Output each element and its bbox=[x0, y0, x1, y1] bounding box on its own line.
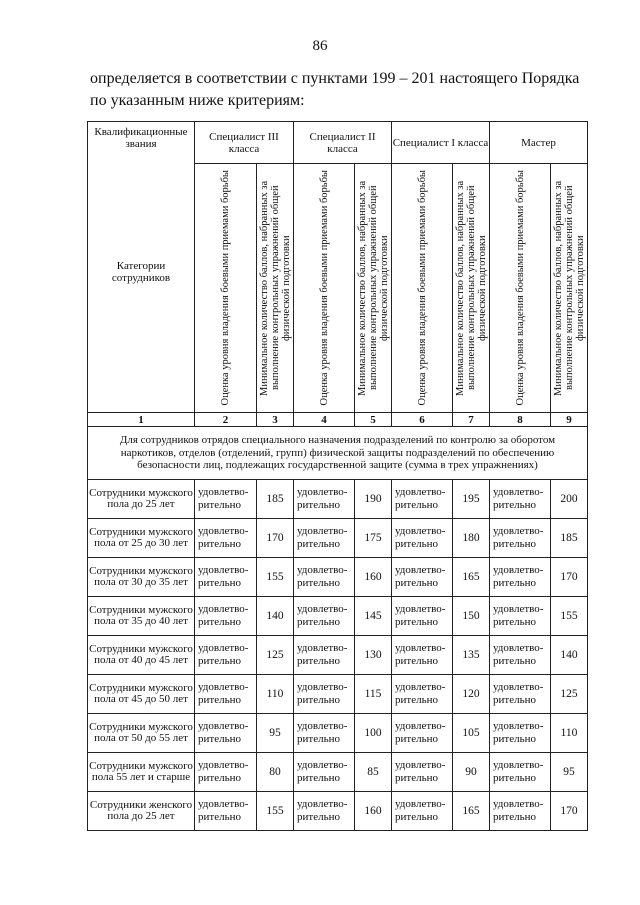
table-row bbox=[88, 636, 588, 675]
sub-header-points: Минимальное количество баллов, набранных за выполнение контрольных упражнений общей физической подготовки bbox=[453, 164, 490, 413]
score-cell: 120 bbox=[453, 675, 490, 714]
grade-cell: удовлетво-рительно bbox=[392, 714, 453, 753]
score-cell: 165 bbox=[453, 558, 490, 597]
header-qualification-label: Квалификационные звания bbox=[94, 126, 188, 150]
table-row bbox=[88, 558, 588, 597]
table-row bbox=[88, 675, 588, 714]
grade-cell: удовлетво-рительно bbox=[490, 714, 551, 753]
row-category: Сотрудники мужского пола от 30 до 35 лет bbox=[88, 558, 195, 597]
column-number: 8 bbox=[490, 413, 551, 427]
header-corner bbox=[88, 122, 195, 413]
score-cell: 200 bbox=[551, 480, 588, 519]
score-cell: 105 bbox=[453, 714, 490, 753]
score-cell: 160 bbox=[355, 558, 392, 597]
row-category: Сотрудники мужского пола от 50 до 55 лет bbox=[88, 714, 195, 753]
score-cell: 125 bbox=[551, 675, 588, 714]
row-category: Сотрудники мужского пола от 45 до 50 лет bbox=[88, 675, 195, 714]
grade-cell: удовлетво-рительно bbox=[490, 675, 551, 714]
score-cell: 160 bbox=[355, 792, 392, 831]
score-cell: 175 bbox=[355, 519, 392, 558]
sub-header-combat: Оценка уровня владения боевыми приемами борьбы bbox=[392, 164, 453, 413]
sub-header-combat: Оценка уровня владения боевыми приемами борьбы bbox=[195, 164, 257, 413]
score-cell: 110 bbox=[257, 675, 294, 714]
column-number: 9 bbox=[551, 413, 588, 427]
score-cell: 140 bbox=[551, 636, 588, 675]
grade-cell: удовлетво-рительно bbox=[294, 597, 355, 636]
score-cell: 170 bbox=[551, 558, 588, 597]
score-cell: 170 bbox=[257, 519, 294, 558]
sub-header-points: Минимальное количество баллов, набранных за выполнение контрольных упражнений общей физической подготовки bbox=[355, 164, 392, 413]
score-cell: 165 bbox=[453, 792, 490, 831]
column-number: 7 bbox=[453, 413, 490, 427]
score-cell: 110 bbox=[551, 714, 588, 753]
grade-cell: удовлетво-рительно bbox=[490, 480, 551, 519]
grade-cell: удовлетво-рительно bbox=[294, 714, 355, 753]
column-number: 6 bbox=[392, 413, 453, 427]
score-cell: 125 bbox=[257, 636, 294, 675]
page-number: 86 bbox=[312, 38, 328, 54]
grade-cell: удовлетво-рительно bbox=[490, 753, 551, 792]
score-cell: 155 bbox=[257, 558, 294, 597]
sub-header-points: Минимальное количество баллов, набранных за выполнение контрольных упражнений общей физической подготовки bbox=[551, 164, 588, 413]
table-row bbox=[88, 714, 588, 753]
score-cell: 185 bbox=[257, 480, 294, 519]
grade-cell: удовлетво-рительно bbox=[490, 792, 551, 831]
rank-header: Специалист III класса bbox=[195, 122, 294, 164]
sub-header-combat: Оценка уровня владения боевыми приемами борьбы bbox=[294, 164, 355, 413]
grade-cell: удовлетво-рительно bbox=[195, 480, 257, 519]
column-number: 2 bbox=[195, 413, 257, 427]
score-cell: 195 bbox=[453, 480, 490, 519]
grade-cell: удовлетво-рительно bbox=[294, 480, 355, 519]
sub-header-combat: Оценка уровня владения боевыми приемами борьбы bbox=[490, 164, 551, 413]
table-row bbox=[88, 597, 588, 636]
sub-header-points: Минимальное количество баллов, набранных за выполнение контрольных упражнений общей физической подготовки bbox=[257, 164, 294, 413]
grade-cell: удовлетво-рительно bbox=[490, 558, 551, 597]
score-cell: 155 bbox=[257, 792, 294, 831]
score-cell: 140 bbox=[257, 597, 294, 636]
grade-cell: удовлетво-рительно bbox=[195, 597, 257, 636]
row-category: Сотрудники мужского пола 55 лет и старше bbox=[88, 753, 195, 792]
score-cell: 85 bbox=[355, 753, 392, 792]
grade-cell: удовлетво-рительно bbox=[294, 753, 355, 792]
row-category: Сотрудники мужского пола от 40 до 45 лет bbox=[88, 636, 195, 675]
score-cell: 180 bbox=[453, 519, 490, 558]
grade-cell: удовлетво-рительно bbox=[392, 558, 453, 597]
grade-cell: удовлетво-рительно bbox=[294, 675, 355, 714]
row-category: Сотрудники мужского пола от 35 до 40 лет bbox=[88, 597, 195, 636]
score-cell: 115 bbox=[355, 675, 392, 714]
grade-cell: удовлетво-рительно bbox=[294, 792, 355, 831]
grade-cell: удовлетво-рительно bbox=[490, 597, 551, 636]
grade-cell: удовлетво-рительно bbox=[195, 675, 257, 714]
score-cell: 95 bbox=[551, 753, 588, 792]
grade-cell: удовлетво-рительно bbox=[195, 519, 257, 558]
table-row bbox=[88, 792, 588, 831]
grade-cell: удовлетво-рительно bbox=[392, 597, 453, 636]
score-cell: 155 bbox=[551, 597, 588, 636]
score-cell: 150 bbox=[453, 597, 490, 636]
table-row bbox=[88, 519, 588, 558]
grade-cell: удовлетво-рительно bbox=[392, 519, 453, 558]
grade-cell: удовлетво-рительно bbox=[490, 519, 551, 558]
grade-cell: удовлетво-рительно bbox=[490, 636, 551, 675]
score-cell: 90 bbox=[453, 753, 490, 792]
grade-cell: удовлетво-рительно bbox=[195, 636, 257, 675]
column-number: 5 bbox=[355, 413, 392, 427]
section-header: Для сотрудников отрядов специального назначения подразделений по контролю за оборотом наркотиков, отделов (отделений, групп) физической защиты подразделений по обеспечению безопасности лиц, подлежащих государственной защите (сумма в трех упражнениях) bbox=[88, 427, 588, 480]
score-cell: 185 bbox=[551, 519, 588, 558]
row-category: Сотрудники женского пола до 25 лет bbox=[88, 792, 195, 831]
intro-text: определяется в соответствии с пунктами 199 – 201 настоящего Порядка по указанным ниже критериям: bbox=[90, 70, 580, 109]
grade-cell: удовлетво-рительно bbox=[195, 714, 257, 753]
rank-header: Специалист II класса bbox=[294, 122, 392, 164]
header-category-label: Категории сотрудников bbox=[111, 260, 171, 284]
grade-cell: удовлетво-рительно bbox=[392, 636, 453, 675]
table-row bbox=[88, 753, 588, 792]
grade-cell: удовлетво-рительно bbox=[195, 753, 257, 792]
rank-header: Мастер bbox=[490, 122, 588, 164]
column-number: 4 bbox=[294, 413, 355, 427]
grade-cell: удовлетво-рительно bbox=[294, 519, 355, 558]
score-cell: 130 bbox=[355, 636, 392, 675]
table-row bbox=[88, 480, 588, 519]
grade-cell: удовлетво-рительно bbox=[392, 753, 453, 792]
column-number: 1 bbox=[88, 413, 195, 427]
grade-cell: удовлетво-рительно bbox=[294, 636, 355, 675]
column-number: 3 bbox=[257, 413, 294, 427]
score-cell: 190 bbox=[355, 480, 392, 519]
score-cell: 145 bbox=[355, 597, 392, 636]
grade-cell: удовлетво-рительно bbox=[392, 792, 453, 831]
score-cell: 80 bbox=[257, 753, 294, 792]
grade-cell: удовлетво-рительно bbox=[392, 480, 453, 519]
grade-cell: удовлетво-рительно bbox=[294, 558, 355, 597]
row-category: Сотрудники мужского пола до 25 лет bbox=[88, 480, 195, 519]
row-category: Сотрудники мужского пола от 25 до 30 лет bbox=[88, 519, 195, 558]
score-cell: 100 bbox=[355, 714, 392, 753]
rank-header: Специалист I класса bbox=[392, 122, 490, 164]
score-cell: 95 bbox=[257, 714, 294, 753]
score-cell: 135 bbox=[453, 636, 490, 675]
criteria-table bbox=[87, 121, 588, 831]
grade-cell: удовлетво-рительно bbox=[195, 558, 257, 597]
grade-cell: удовлетво-рительно bbox=[392, 675, 453, 714]
grade-cell: удовлетво-рительно bbox=[195, 792, 257, 831]
score-cell: 170 bbox=[551, 792, 588, 831]
